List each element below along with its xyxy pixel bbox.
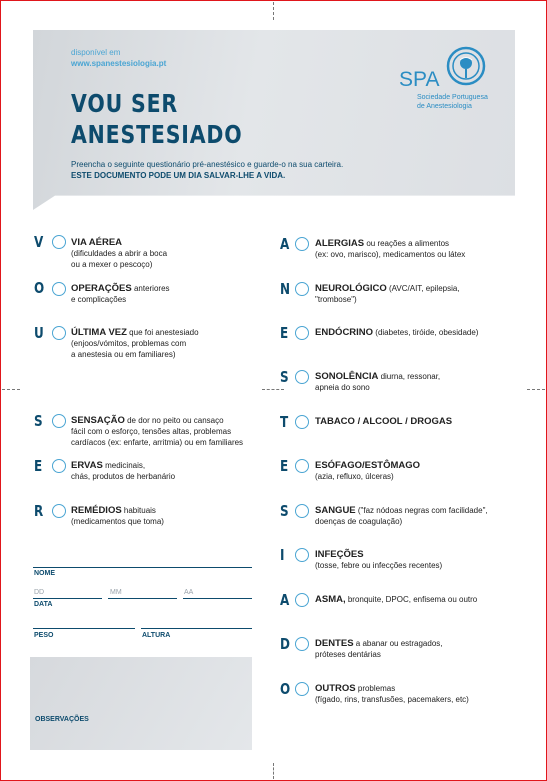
acronym-letter: E [280, 457, 289, 475]
notes-field[interactable] [30, 657, 252, 750]
item-text: (azia, refluxo, úlceras) [315, 472, 394, 481]
item-text: (tosse, febre ou infecções recentes) [315, 561, 443, 570]
item-neurologico [315, 283, 460, 305]
item-title: SENSAÇÃO [71, 415, 125, 426]
name-field[interactable] [33, 567, 252, 568]
checkbox-alergias[interactable] [295, 237, 309, 251]
fold-mark-right [527, 389, 545, 390]
item-text: problemas [355, 684, 396, 693]
item-text: próteses dentárias [315, 650, 381, 659]
checkbox-endocrino[interactable] [295, 326, 309, 340]
date-label: DATA [34, 601, 53, 608]
item-title: ERVAS [71, 460, 103, 471]
item-title: ENDÓCRINO [315, 327, 374, 338]
available-label: disponível em [71, 48, 121, 57]
checkbox-via-aerea[interactable] [52, 235, 66, 249]
weight-field[interactable] [33, 628, 135, 629]
fold-mark-top [273, 2, 274, 20]
item-tabaco [315, 416, 452, 427]
acronym-letter: T [280, 413, 289, 431]
fold-mark-left [2, 389, 20, 390]
day-hint: DD [34, 589, 45, 596]
acronym-letter: E [34, 457, 43, 475]
item-text: ("faz nódoas negras com facilidade", [355, 506, 488, 515]
item-text: bronquite, DPOC, enfisema ou outro [345, 595, 478, 604]
item-ervas [71, 460, 175, 482]
acronym-letter: S [280, 502, 289, 520]
item-text: "trombose") [315, 295, 357, 304]
checkbox-remedios[interactable] [52, 504, 66, 518]
item-text: doenças de coagulação) [315, 517, 403, 526]
item-alergias [315, 238, 465, 260]
intro-text: Preencha o seguinte questionário pré-anestésico e guarde-o na sua carteira. [71, 160, 344, 169]
item-title: INFEÇÕES [315, 549, 364, 560]
item-text: apneia do sono [315, 383, 370, 392]
height-label: ALTURA [142, 632, 171, 639]
item-title: OPERAÇÕES [71, 283, 132, 294]
item-text: fácil com o esforço, tensões altas, problemas [71, 427, 232, 436]
item-text: ou reações a alimentos [364, 239, 450, 248]
acronym-letter: I [280, 546, 285, 564]
item-operacoes [71, 283, 170, 305]
checkbox-ervas[interactable] [52, 459, 66, 473]
month-hint: MM [110, 589, 122, 596]
checkbox-outros[interactable] [295, 682, 309, 696]
acronym-letter: A [280, 235, 290, 253]
checkbox-asma[interactable] [295, 593, 309, 607]
notes-label: OBSERVAÇÕES [35, 716, 89, 723]
acronym-letter: A [280, 591, 290, 609]
item-title: SONOLÊNCIA [315, 371, 379, 382]
item-title: TABACO / ALCOOL / DROGAS [315, 416, 453, 427]
title-line-2: ANESTESIADO [71, 120, 243, 149]
item-dentes [315, 638, 443, 660]
item-sonolencia [315, 371, 440, 393]
item-asma [315, 594, 477, 605]
item-text: (dificuldades a abrir a boca [71, 249, 168, 258]
checkbox-tabaco[interactable] [295, 415, 309, 429]
checkbox-dentes[interactable] [295, 637, 309, 651]
acronym-letter: U [34, 324, 44, 342]
item-text: ou a mexer o pescoço) [71, 260, 153, 269]
item-title: ESÓFAGO/ESTÔMAGO [315, 460, 421, 471]
day-field[interactable] [33, 598, 102, 599]
item-text: (diabetes, tiróide, obesidade) [373, 328, 479, 337]
item-title: ALERGIAS [315, 238, 365, 249]
page-title [71, 88, 243, 150]
year-field[interactable] [183, 598, 252, 599]
item-title: NEUROLÓGICO [315, 283, 387, 294]
checkbox-operacoes[interactable] [52, 282, 66, 296]
item-text: anteriores [131, 284, 170, 293]
acronym-letter: E [280, 324, 289, 342]
item-title: DENTES [315, 638, 354, 649]
item-text: de dor no peito ou cansaço [124, 416, 224, 425]
acronym-letter: O [34, 279, 45, 297]
checkbox-sonolencia[interactable] [295, 370, 309, 384]
name-label: NOME [34, 570, 55, 577]
item-text: habituais [121, 506, 156, 515]
item-title: VIA AÉREA [71, 237, 123, 248]
logo-abbr: SPA [399, 68, 440, 91]
item-via-aerea [71, 237, 167, 270]
item-title: ÚLTIMA VEZ [71, 327, 127, 338]
item-title: SANGUE [315, 505, 356, 516]
item-text: a abanar ou estragados, [353, 639, 443, 648]
checkbox-ultima-vez[interactable] [52, 326, 66, 340]
checkbox-sangue[interactable] [295, 504, 309, 518]
item-esofago [315, 460, 420, 482]
item-text: e complicações [71, 295, 127, 304]
item-ultima-vez [71, 327, 199, 360]
month-field[interactable] [108, 598, 177, 599]
checkbox-sensacao[interactable] [52, 414, 66, 428]
website-link[interactable]: www.spanestesiologia.pt [71, 59, 167, 68]
item-text: que foi anestesiado [126, 328, 199, 337]
item-text: medicinais, [102, 461, 146, 470]
title-line-1: VOU SER [71, 89, 179, 118]
item-endocrino [315, 327, 478, 338]
item-title: ASMA, [315, 594, 346, 605]
acronym-letter: V [34, 233, 44, 251]
item-text: (AVC/AIT, epilepsia, [386, 284, 460, 293]
item-title: OUTROS [315, 683, 356, 694]
item-text: (ex: ovo, marisco), medicamentos ou látex [315, 250, 466, 259]
height-field[interactable] [141, 628, 252, 629]
acronym-letter: S [280, 368, 289, 386]
item-text: (fígado, rins, transfusões, pacemakers, etc) [315, 695, 469, 704]
item-infecoes [315, 549, 442, 571]
item-text: a anestesia ou em familiares) [71, 350, 176, 359]
item-remedios [71, 505, 164, 527]
acronym-letter: S [34, 412, 43, 430]
acronym-letter: N [280, 280, 291, 298]
intro-warning: ESTE DOCUMENTO PODE UM DIA SALVAR-LHE A VIDA. [71, 171, 286, 180]
checkbox-esofago[interactable] [295, 459, 309, 473]
fold-mark-center [262, 389, 284, 390]
checkbox-infecoes[interactable] [295, 548, 309, 562]
checkbox-neurologico[interactable] [295, 282, 309, 296]
item-text: (medicamentos que toma) [71, 517, 164, 526]
item-text: chás, produtos de herbanário [71, 472, 176, 481]
year-hint: AA [184, 589, 194, 596]
item-text: (enjoos/vómitos, problemas com [71, 339, 187, 348]
spa-logo-icon [446, 46, 486, 86]
item-title: REMÉDIOS [71, 505, 122, 516]
fold-mark-bottom [273, 763, 274, 779]
logo-name-1: Sociedade Portuguesa [417, 94, 488, 101]
item-sangue [315, 505, 488, 527]
item-text: cardíacos (ex: enfarte, arritmia) ou em familiares [71, 438, 244, 447]
acronym-letter: O [280, 680, 291, 698]
weight-label: PESO [34, 632, 54, 639]
acronym-letter: D [280, 635, 290, 653]
item-text: diurna, ressonar, [378, 372, 441, 381]
acronym-letter: R [34, 502, 44, 520]
logo-name-2: de Anestesiologia [417, 103, 472, 110]
item-sensacao [71, 415, 243, 448]
item-outros [315, 683, 469, 705]
